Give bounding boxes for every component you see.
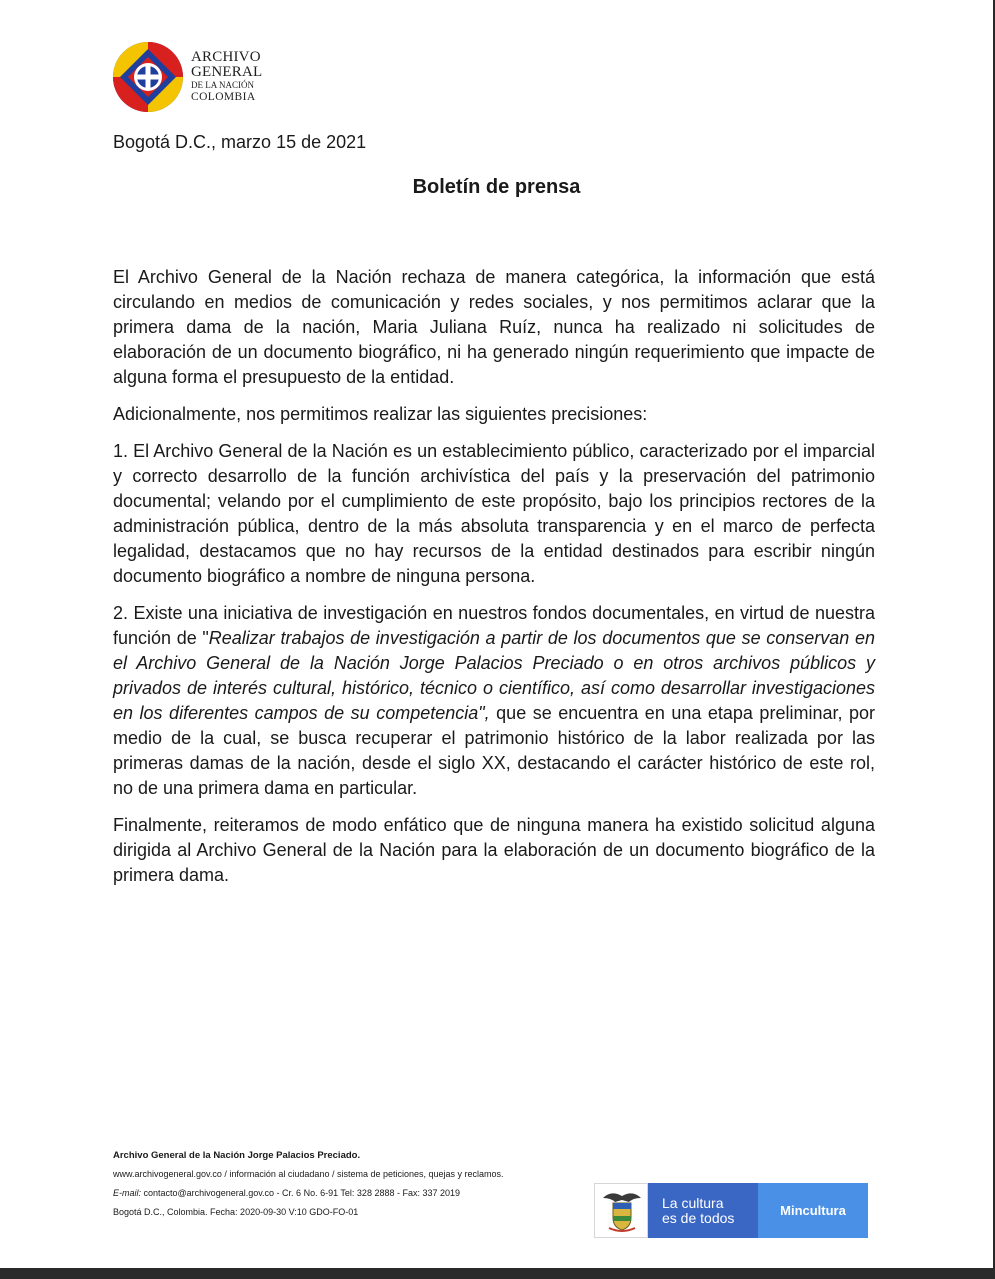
- archivo-general-logo: [111, 40, 271, 120]
- point-2-quote: Realizar trabajos de investigación a partir de los documentos que se conservan en el Archivo General de la Nación Jorge Palacios Preciado o en otros archivos públicos y privados de interés cultural, histórico, técnico o científico, así como desarrollar investigaciones en los diferentes campos de su competencia",: [113, 628, 875, 723]
- paragraph-intro: El Archivo General de la Nación rechaza de manera categórica, la información que está circulando en medios de comunicación y redes sociales, y nos permitimos aclarar que la primera dama de la nación, Maria Juliana Ruíz, nunca ha realizado ni solicitudes de elaboración de un documento biográfico, ni ha generado ningún requerimiento que impacte de alguna forma el presupuesto de la entidad.: [113, 267, 875, 387]
- paragraph-point-2: [113, 601, 875, 801]
- logo-line-general: GENERAL: [191, 64, 263, 80]
- coat-of-arms-icon: [595, 1184, 649, 1239]
- document-title: Boletín de prensa: [412, 176, 581, 198]
- colombia-crest: [594, 1183, 648, 1238]
- footer-contact: [113, 1184, 504, 1203]
- paragraph-point-1: 1. El Archivo General de la Nación es un establecimiento público, caracterizado por el imparcial y correcto desarrollo de la función archivística del país y la preservación del patrimonio documental; velando por el cumplimiento de este propósito, bajo los principios rectores de la administración pública, dentro de la más absoluta transparencia y en el marco de perfecta legalidad, destacamos que no hay recursos de la entidad destinados para escribir ningún documento biográfico a nombre de ninguna persona.: [113, 441, 875, 586]
- mincultura-brand-block: [594, 1183, 868, 1238]
- paragraph-closing: Finalmente, reiteramos de modo enfático que de ninguna manera ha existido solicitud alguna dirigida al Archivo General de la Nación para la elaboración de un documento biográfico de la primera dama.: [113, 815, 875, 885]
- footer-website: www.archivogeneral.gov.co / información al ciudadano / sistema de peticiones, quejas y reclamos.: [113, 1169, 504, 1179]
- footer-contact-details: contacto@archivogeneral.gov.co - Cr. 6 No. 6-91 Tel: 328 2888 - Fax: 337 2019: [141, 1188, 461, 1198]
- footer-institution: Archivo General de la Nación Jorge Palacios Preciado.: [113, 1150, 361, 1161]
- point-2-start: 2. Existe una iniciativa de investigación en nuestros fondos documentales, en virtud de nuestra función de ": [113, 603, 875, 648]
- logo-line-archivo: ARCHIVO: [191, 49, 261, 65]
- mincultura-label: Mincultura: [758, 1183, 868, 1238]
- document-body: [113, 265, 875, 900]
- paragraph-precisiones: Adicionalmente, nos permitimos realizar las siguientes precisiones:: [113, 404, 648, 424]
- logo-line-de-la-nacion: DE LA NACIÓN: [191, 80, 254, 90]
- cultura-line-1: La cultura: [662, 1195, 724, 1211]
- cultura-line-2: es de todos: [662, 1210, 735, 1226]
- footer-address-date: Bogotá D.C., Colombia. Fecha: 2020-09-30 V:10 GDO-FO-01: [113, 1207, 359, 1217]
- document-date: Bogotá D.C., marzo 15 de 2021: [113, 132, 367, 152]
- footer-email-label: E-mail:: [113, 1188, 142, 1198]
- document-footer: [113, 1146, 504, 1222]
- logo-line-colombia: COLOMBIA: [191, 91, 256, 103]
- logo-wordmark: [191, 50, 262, 104]
- la-cultura-es-de-todos: [648, 1183, 758, 1238]
- point-2-end: que se encuentra en una etapa preliminar, por medio de la cual, se busca recuperar el patrimonio histórico de la labor realizada por las primeras damas de la nación, desde el siglo XX, destacando el carácter histórico de este rol, no de una primera dama en particular.: [113, 703, 875, 798]
- archivo-emblem-icon: [111, 40, 185, 114]
